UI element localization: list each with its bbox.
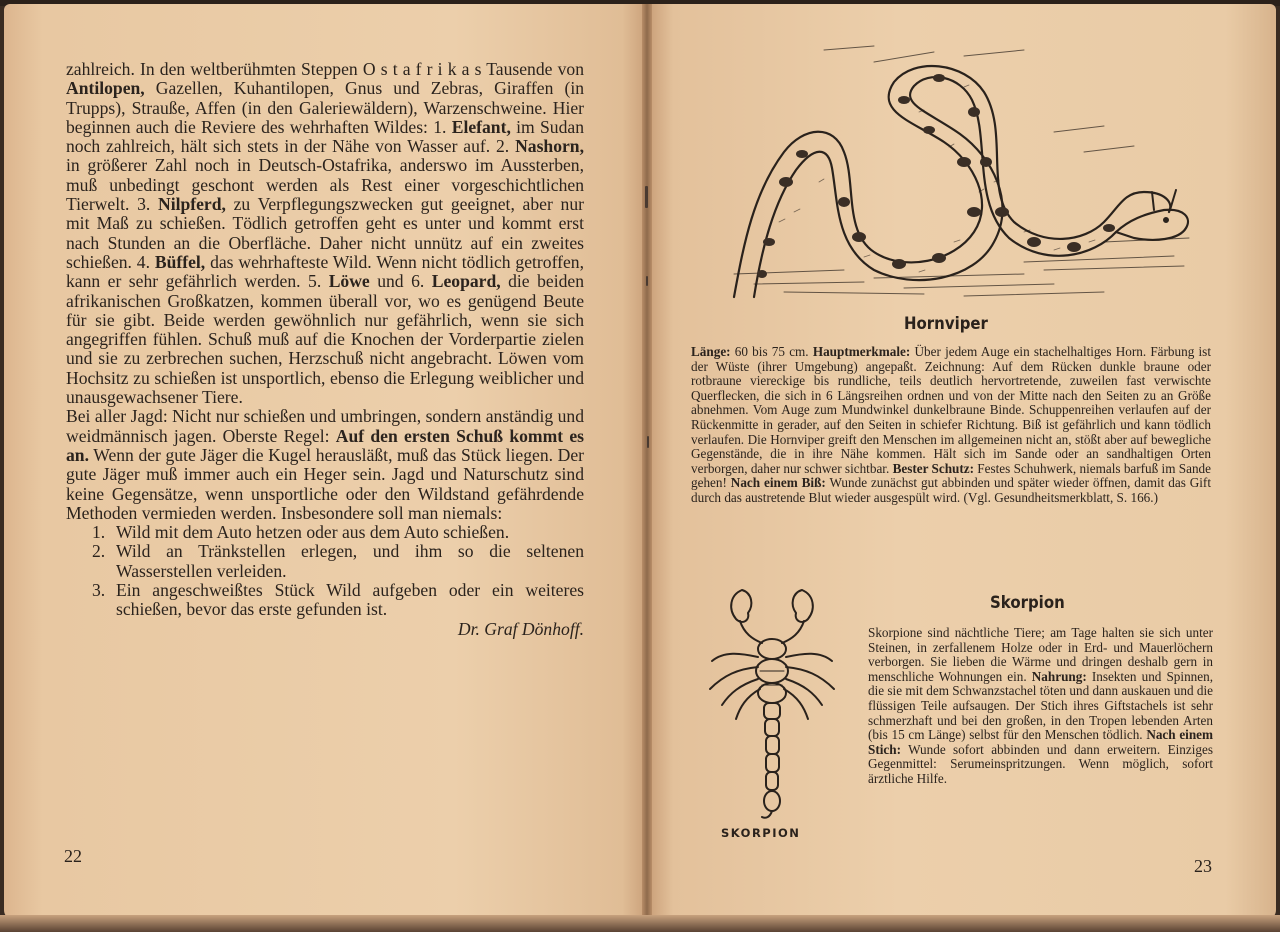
- book-gutter: [642, 4, 652, 920]
- bold-term: Büffel,: [154, 251, 206, 272]
- scorpion-description: [868, 626, 1213, 787]
- bold-term: Löwe: [328, 271, 370, 292]
- rule-text: Wild mit dem Auto hetzen oder aus dem Auto schießen.: [116, 522, 510, 543]
- book-bottom-edge: [0, 915, 1280, 932]
- text-run: Skorpione sind nächtliche Tiere; am Tage halten sie sich unter Steinen, in zerfallenem Holze oder in Erd- und Mauerlöchern verborgen. Sie lieben die Wärme und dringen deshalb gern in menschliche Wohnungen ein.: [868, 625, 1213, 684]
- rules-list: [66, 523, 584, 619]
- rule-text: Wild an Tränkstellen erlegen, und ihm so die seltenen Wasserstellen verleiden.: [116, 541, 584, 581]
- text-run: das wehrhafteste Wild. Wenn nicht tödlich getroffen, kann er sehr gefährlich werden. 5.: [66, 251, 584, 292]
- text-run: im Sudan noch zahlreich, hält sich stets in der Nähe von Wasser auf. 2.: [66, 116, 584, 157]
- bold-term: Auf den ersten Schuß kommt es an.: [66, 425, 584, 465]
- bold-term: Bester Schutz:: [892, 460, 974, 476]
- text-run: zu Verpflegungszwecken gut geeignet, aber nur mit Maß zu schießen. Tödlich getroffen geht es unter und kommt erst nach Stunden an die Oberfläche. Daher nicht unnütz auf ein zweites schießen. 4.: [66, 194, 584, 272]
- gutter-speck: [646, 276, 648, 286]
- bold-term: Antilopen,: [66, 78, 145, 99]
- scorpion-heading: Skorpion: [990, 593, 1065, 613]
- text-run: Wenn der gute Jäger die Kugel herausläßt, muß das Stück liegen. Der gute Jäger muß immer auch ein Heger sein. Jagd und Naturschutz sind keine Gegensätze, wenn unsportliche oder den Wildstand gefährdende Methoden vermieden werden. Insbesondere soll man niemals:: [66, 444, 584, 523]
- bold-term: Nach einem Stich:: [868, 727, 1214, 757]
- viper-heading: Hornviper: [904, 314, 988, 334]
- scorpion-paragraph: [868, 626, 1213, 787]
- gutter-speck: [645, 186, 648, 208]
- gutter-speck: [647, 436, 649, 448]
- text-run: in größerer Zahl noch in Deutsch-Ostafrika, anderswo im Aussterben, muß unbedingt geschont werden als Rest einer vorgeschichtlichen Tierwelt. 3.: [66, 155, 584, 215]
- viper-description: [691, 345, 1211, 506]
- text-run: Über jedem Auge ein stachelhaltiges Horn. Färbung ist der Wüste (ihrer Umgebung) angepaßt. Zeichnung: Auf dem Rücken dunkle braune oder rotbraune viereckige bis rundliche, teils deutlich hervortretende, zuweilen fast verwischte Querflecken, die sich in 6 Längsreihen ordnen und von der Mitte nach den Seiten zu an Größe abnehmen. Vom Auge zum Mundwinkel dunkelbraune Binde. Schuppenreihen verlaufen auf der Rückenmitte in gerader, auf den Seiten in schiefer Richtung. Biß ist gefährlich und kann tödlich verlaufen. Die Hornviper greift den Menschen im allgemeinen nicht an, stößt aber auf bewegliche Gegenstände, die in ihre Nähe kommen. Hält sich im Sande oder an sandhaltigen Orten verborgen, daher nur schwer sichtbar.: [691, 344, 1211, 476]
- bold-term: Leopard,: [431, 271, 501, 292]
- text-run: Wunde zunächst gut abbinden und später wieder öffnen, damit das Gift durch das austretende Blut wieder ausgespült wird. (Vgl. Gesundheitsmerkblatt, S. 166.): [691, 475, 1211, 505]
- rule-text: Ein angeschweißtes Stück Wild aufgeben oder ein weiteres schießen, bevor das erste gefunden ist.: [116, 580, 584, 620]
- text-run: Tausende von: [481, 59, 584, 79]
- text-run: Wunde sofort abbinden und dann erweitern. Einziges Gegenmittel: Serumeinspritzungen. Wenn möglich, sofort ärztliche Hilfe.: [868, 741, 1213, 786]
- rule-number: 2.: [92, 541, 106, 562]
- author-signature: Dr. Graf Dönhoff.: [457, 618, 584, 639]
- rule-number: 1.: [92, 522, 106, 543]
- horned-viper-icon: [724, 42, 1194, 304]
- text-run: Gazellen, Kuhantilopen, Gnus und Zebras, Giraffen (in Trupps), Strauße, Affen (in den Galeriewäldern), Warzenschweine. Hier beginnen auch die Reviere des wehrhaften Wildes: 1.: [66, 78, 584, 137]
- rule-number: 3.: [92, 580, 106, 601]
- scorpion-caption: SKORPION: [721, 826, 801, 840]
- text-run: Festes Schuhwerk, niemals barfuß im Sande gehen!: [691, 460, 1211, 491]
- bold-term: Länge:: [691, 344, 731, 359]
- bold-term: Nach einem Biß:: [730, 475, 826, 491]
- paragraph: [66, 407, 584, 523]
- bold-term: Nashorn,: [515, 136, 584, 157]
- page-number-left: 22: [64, 846, 82, 866]
- viper-paragraph: [691, 345, 1211, 506]
- text-run: O s t a f r i k a s: [362, 59, 482, 79]
- bold-term: Nilpferd,: [157, 194, 226, 215]
- bold-term: Nahrung:: [1031, 668, 1087, 684]
- rule-item: [66, 523, 584, 542]
- rule-item: [66, 542, 584, 581]
- text-run: 60 bis 75 cm.: [730, 344, 813, 359]
- text-run: Bei aller Jagd: Nicht nur schießen und umbringen, sondern anständig und weidmännisch jagen. Oberste Regel:: [66, 406, 584, 446]
- text-run: die beiden afrikanischen Großkatzen, kommen überall vor, wo es genügend Beute für sie gibt. Beide werden gewöhnlich nur gefährlich, wenn sie sich angegriffen fühlen. Schuß muß auf die Knochen der Vorderpartie zielen und sie zu zerbrechen suchen, Herzschuß nicht angebracht. Löwen vom Hochsitz zu schießen ist unsportlich, ebenso die Erlegung weiblicher und unausgewachsener Tiere.: [66, 271, 584, 408]
- bold-term: Hauptmerkmale:: [812, 344, 911, 359]
- paragraph: [66, 60, 584, 407]
- scorpion-icon: [700, 585, 845, 827]
- text-run: zahlreich. In den weltberühmten Steppen: [66, 59, 363, 79]
- bold-term: Elefant,: [451, 116, 511, 137]
- page-number-right: 23: [1194, 856, 1212, 876]
- left-page-body: [66, 60, 584, 639]
- text-run: Insekten und Spinnen, die sie mit dem Schwanzstachel töten und dann auskauen und die flüssigen Teile aufsaugen. Der Stich ihres Giftstachels ist sehr schmerzhaft und bei den großen, in den Tropen lebenden Arten (bis 15 cm Länge) selbst für den Menschen tödlich.: [868, 668, 1213, 743]
- rule-item: [66, 581, 584, 620]
- text-run: und 6.: [369, 271, 432, 292]
